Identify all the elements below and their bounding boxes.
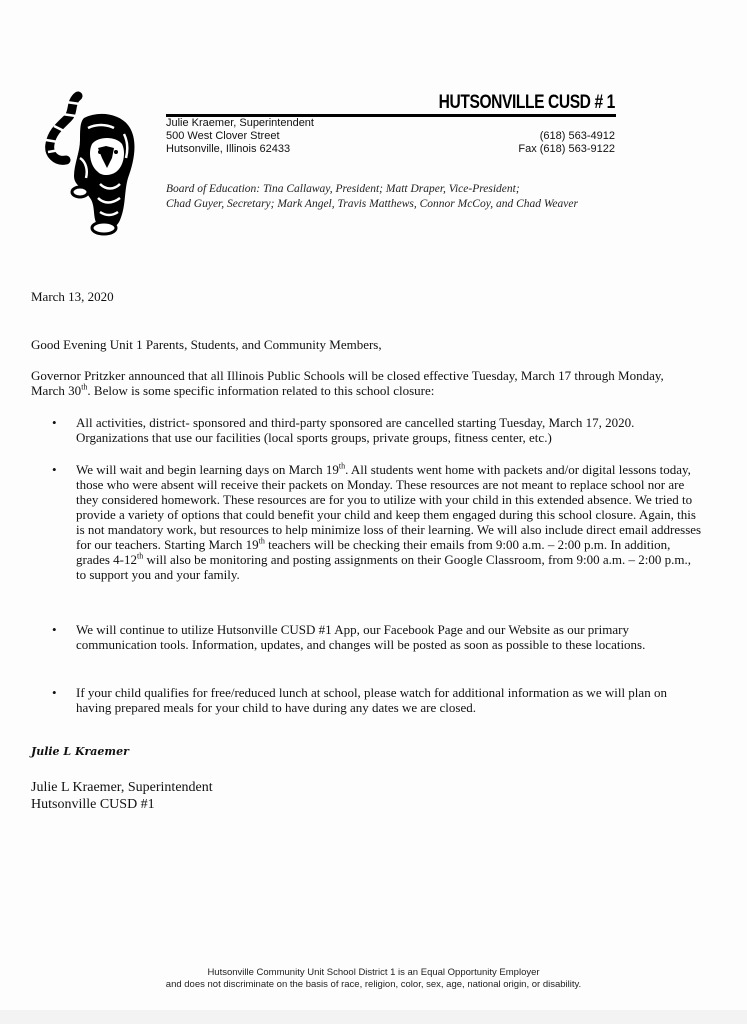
signoff-block bbox=[31, 779, 213, 813]
superscript: th bbox=[258, 536, 265, 546]
signature: Julie L Kraemer bbox=[31, 745, 129, 758]
signoff-org: Hutsonville CUSD #1 bbox=[31, 797, 155, 812]
bullet-icon: • bbox=[52, 685, 57, 700]
text-run: . All students went home with packets and/or digital lessons today, those who were absent will receive their packets on Monday. These resources are not meant to replace school nor are they considered homework. These resources are for you to utilize with your child in this extended absence. We tried to provide a variety of options that could benefit your child and keep them engaged during this school closure. Again, this is not mandatory work, but resources to help minimize loss of their learning. We will also include direct email addresses for our teachers. Starting March 19 bbox=[76, 462, 702, 552]
text-run: teachers will be checking their emails from 9:00 a.m. – 2:00 p.m. In addition, grades 4-12 bbox=[76, 537, 671, 567]
board-line: Chad Guyer, Secretary; Mark Angel, Travis Matthews, Connor McCoy, and Chad Weaver bbox=[166, 198, 578, 210]
address-block bbox=[166, 117, 314, 156]
street-line: 500 West Clover Street bbox=[166, 130, 280, 142]
intro-text: . Below is some specific information related to this school closure: bbox=[87, 383, 435, 398]
intro-paragraph bbox=[31, 368, 691, 398]
bullet-icon: • bbox=[52, 622, 57, 637]
footer-line: and does not discriminate on the basis of race, religion, color, sex, age, national origin, or disability. bbox=[165, 979, 582, 990]
signoff-name: Julie L Kraemer, Superintendent bbox=[31, 780, 213, 795]
bottom-strip bbox=[0, 1010, 747, 1024]
fax-number: Fax (618) 563-9122 bbox=[518, 143, 615, 155]
contact-block bbox=[518, 130, 615, 156]
phone-number: (618) 563-4912 bbox=[539, 130, 615, 142]
superscript: th bbox=[338, 461, 346, 471]
footer-line: Hutsonville Community Unit School District 1 is an Equal Opportunity Employer bbox=[207, 967, 540, 978]
list-item-text: All activities, district- sponsored and third-party sponsored are cancelled starting Tuesday, March 17, 2020. Organizations that use our facilities (local sports groups, private groups, fitness center, etc.) bbox=[76, 415, 635, 445]
list-item bbox=[52, 462, 702, 582]
bullet-icon: • bbox=[52, 462, 57, 477]
list-item-text: If your child qualifies for free/reduced lunch at school, please watch for additional information as we will plan on having prepared meals for your child to have during any dates we are closed. bbox=[76, 685, 667, 715]
list-item bbox=[52, 685, 702, 715]
intro-text: Governor Pritzker announced that all Illinois Public Schools will be closed effective Tuesday, March 17 through Monday, March 30 bbox=[31, 368, 664, 398]
list-item-text bbox=[76, 462, 702, 582]
city-line: Hutsonville, Illinois 62433 bbox=[166, 143, 291, 155]
text-run: We will wait and begin learning days on March 19 bbox=[76, 462, 339, 477]
board-of-education bbox=[166, 182, 578, 212]
superscript: th bbox=[137, 551, 144, 561]
tiger-mascot-icon bbox=[40, 88, 152, 236]
letter-date: March 13, 2020 bbox=[31, 289, 114, 304]
letter-greeting: Good Evening Unit 1 Parents, Students, and Community Members, bbox=[31, 337, 382, 352]
list-item bbox=[52, 622, 702, 652]
text-run: will also be monitoring and posting assignments on their Google Classroom, from 9:00 a.m. – 2:00 p.m., to support you and your family. bbox=[76, 552, 692, 582]
superintendent-line: Julie Kraemer, Superintendent bbox=[166, 117, 314, 129]
district-name: HUTSONVILLE CUSD # 1 bbox=[438, 92, 615, 113]
superscript: th bbox=[81, 382, 88, 392]
footer-notice bbox=[0, 967, 747, 991]
bullet-icon: • bbox=[52, 415, 57, 430]
board-line: Board of Education: Tina Callaway, President; Matt Draper, Vice-President; bbox=[166, 183, 520, 195]
list-item bbox=[52, 415, 702, 445]
list-item-text: We will continue to utilize Hutsonville CUSD #1 App, our Facebook Page and our Website as our primary communication tools. Information, updates, and changes will be posted as soon as possible to these locations. bbox=[76, 622, 646, 652]
